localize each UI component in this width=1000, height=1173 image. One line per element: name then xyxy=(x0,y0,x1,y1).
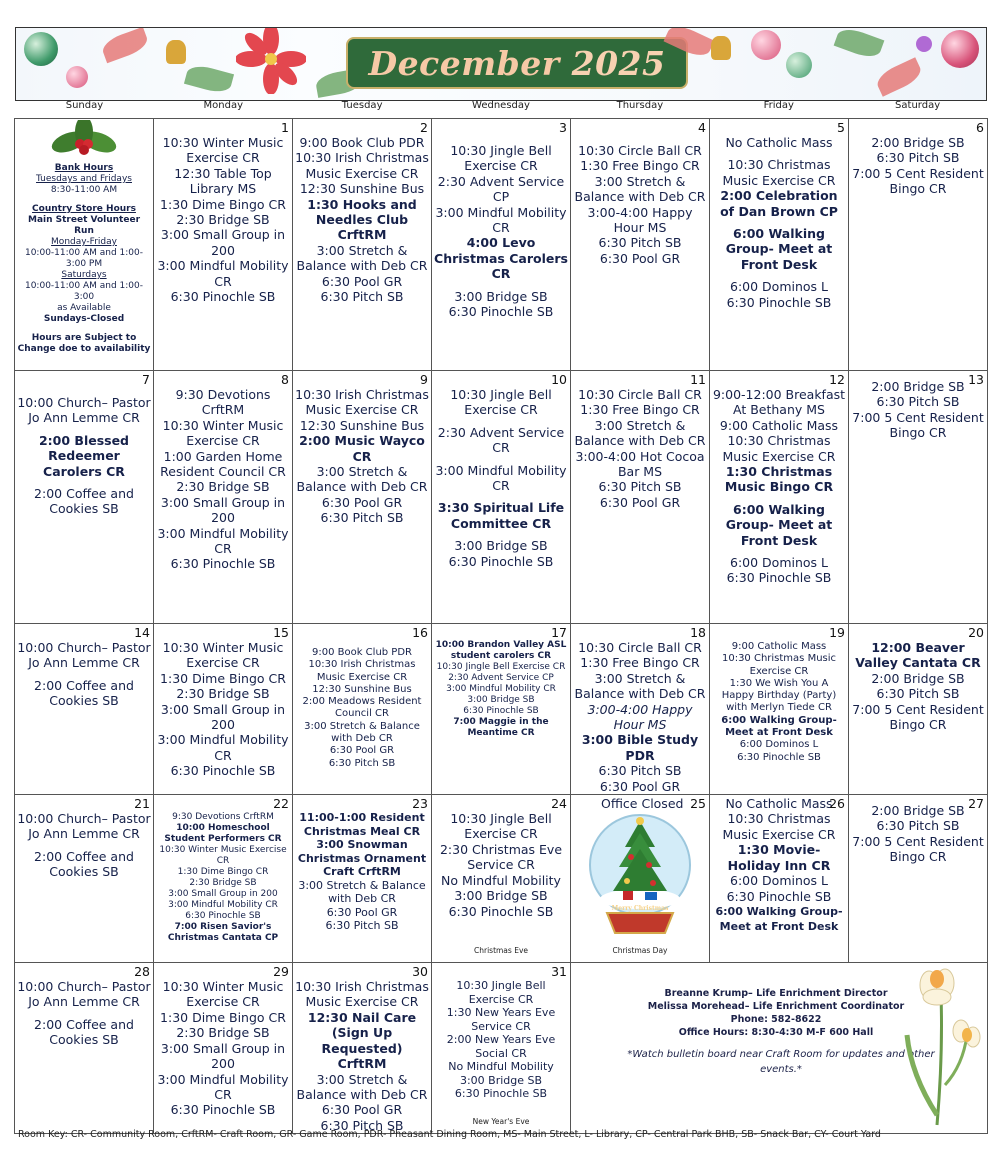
event: 6:00 Dominos L xyxy=(730,555,828,571)
event: 12:30 Sunshine Bus xyxy=(299,181,425,197)
event: 3:00 Stretch & Balance with Deb CR xyxy=(296,464,428,495)
event: 7:00 5 Cent Resident Bingo CR xyxy=(852,833,984,865)
day-number: 23 xyxy=(412,796,428,812)
event: 3:00-4:00 Happy Hour MS xyxy=(587,204,693,236)
event: 2:00 Bridge SB xyxy=(871,670,965,686)
special-event: 10:00 Homeschool Student Performers CR xyxy=(164,823,282,845)
event: 3:00 Bridge SB xyxy=(454,288,548,304)
event: 2:00 New Years Eve Social CR xyxy=(446,1033,556,1060)
dow-wednesday: Wednesday xyxy=(472,100,530,111)
event: 9:00 Catholic Mass xyxy=(731,641,827,652)
day-number: 12 xyxy=(829,372,845,387)
day-number: 10 xyxy=(551,372,567,387)
day-cell xyxy=(154,119,293,371)
special-event: 11:00-1:00 Resident Christmas Meal CR xyxy=(299,811,425,838)
holly-leaf-icon xyxy=(834,27,885,61)
event: 6:30 Pool GR xyxy=(321,1102,403,1118)
day-cell xyxy=(849,795,988,963)
event: 9:00 Book Club PDR xyxy=(311,647,412,658)
event: 3:00 Small Group in 200 xyxy=(160,1040,286,1072)
event: 1:30 Dime Bingo CR xyxy=(160,196,286,212)
store-weekday-hours: 10:00-11:00 AM and 1:00-3:00 PM xyxy=(24,248,143,269)
event: 10:30 Irish Christmas Music Exercise CR xyxy=(295,387,429,418)
day-number: 4 xyxy=(698,120,706,135)
hours-notice: Hours are Subject to Change doe to availability xyxy=(17,333,151,354)
day-cell xyxy=(710,624,849,795)
event: 2:00 Bridge SB xyxy=(871,803,965,819)
day-number: 6 xyxy=(976,120,984,135)
day-cell xyxy=(571,371,710,624)
day-cell xyxy=(154,963,293,1134)
day-number: 28 xyxy=(134,964,150,980)
week-row xyxy=(15,371,988,624)
staff-info-cell xyxy=(571,963,988,1134)
event: 10:30 Jingle Bell Exercise CR xyxy=(456,979,546,1006)
event: 6:30 Pitch SB xyxy=(325,919,399,933)
event: 2:00 Bridge SB xyxy=(871,379,965,394)
event: 6:30 Pinochle SB xyxy=(170,763,276,779)
event: 2:00 Bridge SB xyxy=(871,135,965,150)
store-saturday: Saturdays xyxy=(61,270,107,280)
day-number: 13 xyxy=(968,372,984,387)
event: Office Closed xyxy=(601,796,684,812)
event: 2:30 Bridge SB xyxy=(176,1025,270,1041)
day-cell xyxy=(154,795,293,963)
event: 10:30 Irish Christmas Music Exercise CR xyxy=(308,659,416,683)
week-row xyxy=(15,963,988,1134)
event: 9:30 Devotions CrftRM xyxy=(175,387,271,418)
event: 6:00 Dominos L xyxy=(739,739,819,751)
day-cell xyxy=(710,371,849,624)
day-number: 29 xyxy=(273,964,289,980)
event: 6:30 Pinochle SB xyxy=(170,1102,276,1118)
event: No Mindful Mobility xyxy=(448,1060,554,1074)
day-number: 11 xyxy=(690,372,706,387)
event: 10:30 Circle Ball CR xyxy=(578,640,702,655)
event: 10:00 Church– Pastor Jo Ann Lemme CR xyxy=(17,979,151,1010)
event: 10:30 Jingle Bell Exercise CR xyxy=(450,811,552,842)
ornament-icon xyxy=(916,36,932,52)
event: 6:30 Pitch SB xyxy=(320,289,404,305)
event: 3:00 Bridge SB xyxy=(454,888,548,904)
day-cell xyxy=(293,624,432,795)
event: 10:30 Christmas Music Exercise CR xyxy=(722,811,836,842)
event: 7:00 5 Cent Resident Bingo CR xyxy=(852,701,984,733)
event: 1:30 Dime Bingo CR xyxy=(160,670,286,686)
event: 6:30 Pool GR xyxy=(599,778,681,794)
calendar-banner xyxy=(15,27,987,101)
day-number: 16 xyxy=(412,625,428,640)
event: 1:30 Dime Bingo CR xyxy=(160,1009,286,1025)
day-number: 15 xyxy=(273,625,289,640)
week-row xyxy=(15,795,988,963)
event: 6:30 Pitch SB xyxy=(320,510,404,526)
holiday-label: New Year's Eve xyxy=(472,1116,530,1126)
holiday-label: Christmas Day xyxy=(612,945,668,955)
bank-time: 8:30-11:00 AM xyxy=(50,185,118,195)
event: 12:30 Table Top Library MS xyxy=(174,165,272,197)
event: 6:30 Pitch SB xyxy=(876,150,960,166)
day-number: 8 xyxy=(281,372,289,387)
event: 2:00 Coffee and Cookies SB xyxy=(34,848,134,880)
event: 12:30 Sunshine Bus xyxy=(312,683,412,695)
day-cell xyxy=(710,119,849,371)
store-volunteer: Main Street Volunteer Run xyxy=(27,215,141,236)
event: 6:30 Pitch SB xyxy=(598,763,682,779)
event: 6:30 Pitch SB xyxy=(328,757,396,769)
day-cell xyxy=(293,963,432,1134)
day-number: 18 xyxy=(690,625,706,640)
special-event: 6:00 Walking Group- Meet at Front Desk xyxy=(725,501,833,548)
title-year: 2025 xyxy=(571,43,666,83)
day-cell xyxy=(571,119,710,371)
dow-tuesday: Tuesday xyxy=(341,100,383,111)
event: 3:00-4:00 Hot Cocoa Bar MS xyxy=(575,448,705,480)
calendar-title xyxy=(346,37,688,89)
poinsettia-icon xyxy=(236,27,306,94)
event: 9:00-12:00 Breakfast At Bethany MS xyxy=(712,387,846,418)
event: 2:30 Christmas Eve Service CR xyxy=(439,841,563,873)
event: 3:00-4:00 Happy Hour MS xyxy=(587,701,693,733)
day-number: 25 xyxy=(690,796,706,812)
day-cell xyxy=(154,624,293,795)
event: 10:30 Winter Music Exercise CR xyxy=(162,417,284,449)
bank-hours-cell xyxy=(15,119,154,371)
day-number: 30 xyxy=(412,964,428,980)
day-cell xyxy=(15,371,154,624)
day-cell xyxy=(293,119,432,371)
event: 6:30 Pinochle SB xyxy=(448,304,554,320)
event: 2:00 Coffee and Cookies SB xyxy=(34,486,134,517)
event: 2:30 Advent Service CP xyxy=(448,673,554,683)
office-phone: Phone: 582-8622 xyxy=(730,1014,822,1026)
event: 10:30 Irish Christmas Music Exercise CR xyxy=(295,150,429,181)
event: 10:30 Jingle Bell Exercise CR xyxy=(436,662,566,672)
day-number: 7 xyxy=(142,372,150,387)
event: 2:30 Bridge SB xyxy=(189,878,257,889)
event: No Catholic Mass xyxy=(725,135,833,150)
event: 3:00 Bridge SB xyxy=(467,695,535,705)
holly-leaf-icon xyxy=(184,62,234,95)
event: 3:00 Mindful Mobility CR xyxy=(446,684,556,694)
event: 2:30 Bridge SB xyxy=(176,686,270,702)
week-row xyxy=(15,624,988,795)
event: 1:30 New Years Eve Service CR xyxy=(446,1006,556,1033)
event: 6:30 Pinochle SB xyxy=(448,903,554,919)
day-number: 19 xyxy=(829,625,845,640)
ornament-icon xyxy=(941,30,979,68)
event: 6:30 Pinochle SB xyxy=(170,289,276,305)
globe-banner: Merry Christmas xyxy=(611,905,669,913)
event: 10:30 Christmas Music Exercise CR xyxy=(722,157,836,188)
day-cell xyxy=(293,371,432,624)
day-cell xyxy=(571,795,710,963)
event: 6:00 Dominos L xyxy=(730,279,828,295)
day-cell xyxy=(849,624,988,795)
event: 1:30 Free Bingo CR xyxy=(580,655,700,671)
event: 1:30 Dime Bingo CR xyxy=(177,867,269,878)
director-name: Breanne Krump– Life Enrichment Director xyxy=(664,988,888,1000)
special-event: 6:00 Walking Group- Meet at Front Desk xyxy=(715,904,843,933)
dow-thursday: Thursday xyxy=(616,100,664,111)
store-weekday: Monday-Friday xyxy=(51,237,117,247)
event: 2:30 Advent Service CR xyxy=(437,424,565,456)
day-cell xyxy=(432,119,571,371)
event: 6:30 Pool GR xyxy=(329,745,395,757)
event: 3:00 Stretch & Balance with Deb CR xyxy=(574,173,706,205)
daffodil-icon xyxy=(901,965,981,1130)
day-cell xyxy=(15,795,154,963)
event: 3:00 Stretch & Balance with Deb CR xyxy=(304,720,420,745)
event: 3:00 Mindful Mobility CR xyxy=(435,462,567,494)
day-cell xyxy=(15,963,154,1134)
event: 10:30 Irish Christmas Music Exercise CR xyxy=(295,979,429,1010)
bell-icon xyxy=(711,36,731,60)
event: 10:30 Jingle Bell Exercise CR xyxy=(450,387,552,418)
event: 10:30 Christmas Music Exercise CR xyxy=(721,653,837,677)
special-event: 3:30 Spiritual Life Committee CR xyxy=(437,500,565,531)
day-number: 3 xyxy=(559,120,567,135)
day-cell xyxy=(432,963,571,1134)
holiday-label: Christmas Eve xyxy=(474,945,528,955)
event: 3:00 Bridge SB xyxy=(454,538,548,554)
day-number: 27 xyxy=(968,796,984,812)
coordinator-name: Melissa Morehead– Life Enrichment Coordinator xyxy=(647,1001,905,1013)
event: 6:30 Pinochle SB xyxy=(454,1087,548,1101)
event: 3:00 Small Group in 200 xyxy=(168,889,278,900)
event: 3:00 Mindful Mobility CR xyxy=(157,1071,289,1102)
event: 3:00 Stretch & Balance with Deb CR xyxy=(298,878,426,906)
event: 10:30 Circle Ball CR xyxy=(578,143,702,158)
holly-icon xyxy=(17,119,151,163)
day-cell xyxy=(710,795,849,963)
event: 3:00 Stretch & Balance with Deb CR xyxy=(296,1071,428,1102)
special-event: 3:00 Bible Study PDR xyxy=(581,732,699,763)
snow-globe-icon xyxy=(573,813,707,937)
event: 6:30 Pinochle SB xyxy=(448,553,554,569)
event: 6:30 Pool GR xyxy=(321,494,403,510)
event: 6:30 Pool GR xyxy=(321,273,403,289)
event: 6:30 Pinochle SB xyxy=(726,570,832,586)
special-event: 6:00 Walking Group- Meet at Front Desk xyxy=(721,714,837,739)
day-cell xyxy=(432,371,571,624)
event: 2:30 Bridge SB xyxy=(176,212,270,228)
day-number: 31 xyxy=(551,964,567,980)
special-event: 2:00 Celebration of Dan Brown CP xyxy=(720,188,838,219)
store-saturday-note: as Available xyxy=(57,303,111,313)
bulletin-note: *Watch bulletin board near Craft Room for updates and other events.* xyxy=(627,1049,935,1076)
event: 3:00 Mindful Mobility CR xyxy=(157,525,289,557)
holly-leaf-icon xyxy=(874,57,925,96)
event: No Catholic Mass xyxy=(725,796,833,812)
room-key: Room Key: CR- Community Room, CrftRM- Craft Room, GR- Game Room, PDR- Pheasant Dining Room, MS- Main Street, L- Library, CP- Central Park BHB, SB- Snack Bar, CY- Court Yard xyxy=(18,1129,881,1140)
special-event: 12:00 Beaver Valley Cantata CR xyxy=(855,640,981,671)
event: 1:30 We Wish You A Happy Birthday (Party) with Merlyn Tiede CR xyxy=(721,677,837,714)
week-row xyxy=(15,119,988,371)
event: 6:30 Pool GR xyxy=(326,905,398,919)
event: No Mindful Mobility xyxy=(441,872,561,888)
event: 2:00 Meadows Resident Council CR xyxy=(302,696,422,720)
day-number: 9 xyxy=(420,372,428,387)
event: 6:30 Pool GR xyxy=(599,494,681,510)
event: 3:00 Small Group in 200 xyxy=(160,494,286,526)
day-number: 14 xyxy=(134,625,150,640)
event: 7:00 5 Cent Resident Bingo CR xyxy=(852,409,984,441)
day-number: 26 xyxy=(829,796,845,812)
day-number: 22 xyxy=(273,796,289,812)
day-number: 20 xyxy=(968,625,984,640)
store-hours-title: Country Store Hours xyxy=(32,204,136,214)
event: 9:00 Catholic Mass xyxy=(719,417,839,433)
bank-hours-title: Bank Hours xyxy=(54,163,114,173)
event: 6:30 Pitch SB xyxy=(598,479,682,495)
event: 10:00 Church– Pastor Jo Ann Lemme CR xyxy=(17,640,151,671)
office-hours: Office Hours: 8:30-4:30 M-F 600 Hall xyxy=(678,1027,874,1039)
day-number: 2 xyxy=(420,120,428,135)
special-event: 6:00 Walking Group- Meet at Front Desk xyxy=(725,226,833,272)
event: 6:00 Dominos L xyxy=(730,873,828,889)
event: 6:30 Pitch SB xyxy=(598,235,682,251)
event: 6:30 Pitch SB xyxy=(876,818,960,834)
event: 10:30 Christmas Music Exercise CR xyxy=(722,433,836,464)
day-number: 24 xyxy=(551,796,567,812)
event: 7:00 5 Cent Resident Bingo CR xyxy=(852,165,984,197)
special-event: 12:30 Nail Care (Sign Up Requested) CrftRM xyxy=(307,1009,417,1072)
event: 3:00 Stretch & Balance with Deb CR xyxy=(574,417,706,449)
day-number: 17 xyxy=(551,625,567,640)
event: 10:30 Winter Music Exercise CR xyxy=(162,979,284,1010)
special-event: 7:00 Maggie in the Meantime CR xyxy=(453,717,549,738)
special-event: 4:00 Levo Christmas Carolers CR xyxy=(434,235,568,282)
event: 10:30 Jingle Bell Exercise CR xyxy=(450,143,552,174)
day-number: 21 xyxy=(134,796,150,812)
event: 2:00 Coffee and Cookies SB xyxy=(34,677,134,709)
day-cell xyxy=(154,371,293,624)
event: 2:30 Bridge SB xyxy=(176,479,270,495)
special-event: 10:00 Brandon Valley ASL student carolers CR xyxy=(435,640,567,661)
event: 3:00 Mindful Mobility CR xyxy=(157,732,289,763)
event: 3:00 Small Group in 200 xyxy=(160,701,286,733)
store-sunday: Sundays-Closed xyxy=(43,314,125,324)
event: 1:30 Free Bingo CR xyxy=(580,158,700,174)
calendar-grid xyxy=(14,118,988,1134)
event: 9:00 Book Club PDR xyxy=(299,135,425,150)
event: 6:30 Pinochle SB xyxy=(463,706,539,716)
special-event: 1:30 Movie-Holiday Inn CR xyxy=(727,842,831,873)
special-event: 3:00 Snowman Christmas Ornament Craft CrftRM xyxy=(297,838,427,879)
bell-icon xyxy=(166,40,186,64)
event: 2:30 Advent Service CP xyxy=(437,173,565,205)
special-event: 1:30 Hooks and Needles Club CrftRM xyxy=(307,196,417,243)
ornament-icon xyxy=(24,32,58,66)
title-month: December xyxy=(368,43,560,83)
event: 10:00 Church– Pastor Jo Ann Lemme CR xyxy=(17,395,151,426)
event: 6:30 Pitch SB xyxy=(320,1117,404,1133)
event: 3:00 Stretch & Balance with Deb CR xyxy=(296,242,428,274)
special-event: 1:30 Christmas Music Bingo CR xyxy=(724,464,834,495)
dow-friday: Friday xyxy=(763,100,794,111)
store-saturday-hours: 10:00-11:00 AM and 1:00-3:00 xyxy=(24,281,143,302)
ornament-icon xyxy=(66,66,88,88)
event: 6:30 Pool GR xyxy=(599,250,681,266)
day-number: 1 xyxy=(281,120,289,135)
day-cell xyxy=(571,624,710,795)
ornament-icon xyxy=(786,52,812,78)
event: 6:30 Pinochle SB xyxy=(726,294,832,310)
event: 3:00 Small Group in 200 xyxy=(160,227,286,258)
days-of-week-row xyxy=(15,100,987,111)
special-event: 2:00 Blessed Redeemer Carolers CR xyxy=(38,432,130,479)
event: 10:30 Winter Music Exercise CR xyxy=(162,135,284,166)
event: 10:30 Winter Music Exercise CR xyxy=(162,640,284,671)
event: 6:30 Pinochle SB xyxy=(170,556,276,572)
special-event: 2:00 Music Wayco CR xyxy=(299,433,425,464)
holly-leaf-icon xyxy=(100,27,151,63)
event: 6:30 Pitch SB xyxy=(876,686,960,702)
dow-sunday: Sunday xyxy=(65,100,104,111)
dow-monday: Monday xyxy=(203,100,244,111)
ornament-icon xyxy=(751,30,781,60)
day-cell xyxy=(849,371,988,624)
dow-saturday: Saturday xyxy=(895,100,941,111)
day-cell xyxy=(432,795,571,963)
event: 6:30 Pinochle SB xyxy=(726,888,832,904)
event: 1:00 Garden Home Resident Council CR xyxy=(160,448,286,480)
event: 10:30 Circle Ball CR xyxy=(578,387,702,402)
event: 1:30 Free Bingo CR xyxy=(580,402,700,418)
event: 12:30 Sunshine Bus xyxy=(299,417,425,433)
event: 6:30 Pitch SB xyxy=(876,394,960,410)
event: 3:00 Mindful Mobility CR xyxy=(168,900,278,911)
day-cell xyxy=(849,119,988,371)
special-event: 7:00 Risen Savior's Christmas Cantata CP xyxy=(167,922,279,944)
day-cell xyxy=(15,624,154,795)
day-cell xyxy=(293,795,432,963)
event: 3:00 Mindful Mobility CR xyxy=(435,204,567,236)
event: 6:30 Pinochle SB xyxy=(737,751,821,763)
day-cell xyxy=(432,624,571,795)
event: 10:00 Church– Pastor Jo Ann Lemme CR xyxy=(17,811,151,842)
event: 3:00 Stretch & Balance with Deb CR xyxy=(574,670,706,702)
event: 3:00 Mindful Mobility CR xyxy=(157,258,289,289)
event: 6:30 Pinochle SB xyxy=(185,911,261,922)
bank-days: Tuesdays and Fridays xyxy=(36,174,132,184)
day-number: 5 xyxy=(837,120,845,135)
event: 10:30 Winter Music Exercise CR xyxy=(159,845,287,867)
event: 3:00 Bridge SB xyxy=(459,1073,543,1087)
event: 2:00 Coffee and Cookies SB xyxy=(34,1016,134,1048)
event: 9:30 Devotions CrftRM xyxy=(172,812,274,823)
